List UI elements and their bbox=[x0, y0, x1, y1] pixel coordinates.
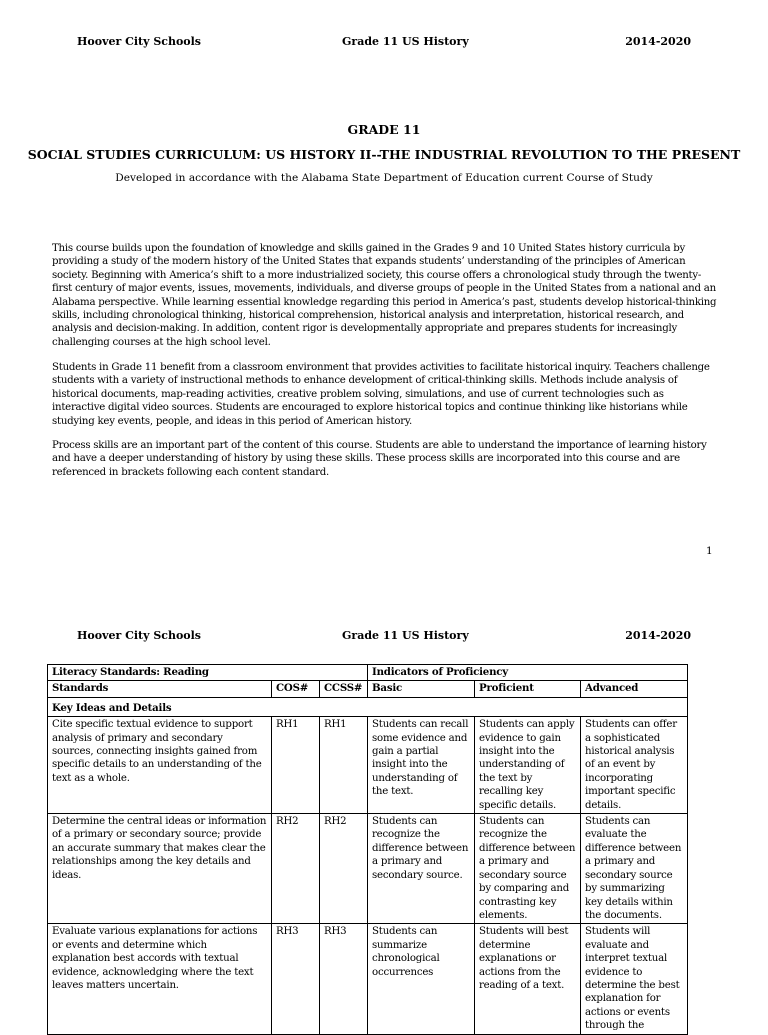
table-row bbox=[48, 814, 688, 924]
standards-table bbox=[47, 664, 688, 1035]
process-skills-paragraph: Process skills are an important part of the content of this course. Students are able to understand the importance of learning history and have a deeper understanding of history by using these skills. These process skills are incorporated into this course and are referenced in brackets following each content standard. bbox=[52, 440, 707, 478]
column-header-cos: COS# bbox=[272, 681, 320, 697]
group-header-proficiency: Indicators of Proficiency bbox=[368, 665, 688, 681]
table-section-row bbox=[48, 697, 688, 716]
table-row bbox=[48, 924, 688, 1034]
cos-cell: RH3 bbox=[272, 924, 320, 1034]
page-header bbox=[77, 35, 691, 49]
header-years: 2014-2020 bbox=[625, 35, 691, 48]
cos-cell: RH1 bbox=[272, 717, 320, 814]
ccss-cell: RH2 bbox=[320, 814, 368, 924]
cos-cell: RH2 bbox=[272, 814, 320, 924]
document-source-note: Developed in accordance with the Alabama State Department of Education current Course of Study bbox=[115, 172, 653, 184]
header-district: Hoover City Schools bbox=[77, 629, 202, 642]
proficient-cell: Students will best determine explanations or actions from the reading of a text. bbox=[475, 924, 581, 1034]
column-header-standards: Standards bbox=[48, 681, 272, 697]
page-header bbox=[77, 629, 691, 643]
column-header-advanced: Advanced bbox=[581, 681, 688, 697]
proficient-cell: Students can recognize the difference between a primary and secondary source by comparing and contrasting key elements. bbox=[475, 814, 581, 924]
basic-cell: Students can summarize chronological occurrences bbox=[368, 924, 475, 1034]
ccss-cell: RH3 bbox=[320, 924, 368, 1034]
header-course: Grade 11 US History bbox=[342, 629, 469, 642]
column-header-proficient: Proficient bbox=[475, 681, 581, 697]
document-title: GRADE 11 bbox=[347, 122, 421, 137]
column-header-basic: Basic bbox=[368, 681, 475, 697]
advanced-cell: Students will evaluate and interpret textual evidence to determine the best explanation for actions or events through the bbox=[581, 924, 688, 1034]
table-column-header-row bbox=[48, 681, 688, 697]
header-years: 2014-2020 bbox=[625, 629, 691, 642]
standard-cell: Determine the central ideas or information of a primary or secondary source; provide an accurate summary that makes clear the relationships among the key details and ideas. bbox=[48, 814, 272, 924]
table-group-header-row bbox=[48, 665, 688, 681]
column-header-ccss: CCSS# bbox=[320, 681, 368, 697]
group-header-literacy: Literacy Standards: Reading bbox=[48, 665, 368, 681]
section-key-ideas: Key Ideas and Details bbox=[48, 697, 688, 716]
document-subtitle-heading: SOCIAL STUDIES CURRICULUM: US HISTORY II--THE INDUSTRIAL REVOLUTION TO THE PRESENT bbox=[27, 147, 741, 162]
header-course: Grade 11 US History bbox=[342, 35, 469, 48]
ccss-cell: RH1 bbox=[320, 717, 368, 814]
intro-paragraph: This course builds upon the foundation of knowledge and skills gained in the Grades 9 and 10 United States history curricula by providing a study of the modern history of the United States that expands students’ understanding of the principles of American society. Beginning with America’s shift to a more industrialized society, this course offers a chronological study through the twenty-first century of major events, issues, movements, individuals, and diverse groups of people in the United States from a national and an Alabama perspective. While learning essential knowledge regarding this period in America’s past, students develop historical-thinking skills, including chronological thinking, historical comprehension, historical analysis and interpretation, historical research, and analysis and decision-making. In addition, content rigor is developmentally appropriate and prepares students for increasingly challenging courses at the high school level. bbox=[52, 243, 717, 348]
standard-cell: Cite specific textual evidence to support analysis of primary and secondary sources, connecting insights gained from specific details to an understanding of the text as a whole. bbox=[48, 717, 272, 814]
header-district: Hoover City Schools bbox=[77, 35, 202, 48]
advanced-cell: Students can offer a sophisticated historical analysis of an event by incorporating important specific details. bbox=[581, 717, 688, 814]
basic-cell: Students can recognize the difference between a primary and secondary source. bbox=[368, 814, 475, 924]
standard-cell: Evaluate various explanations for actions or events and determine which explanation best accords with textual evidence, acknowledging where the text leaves matters uncertain. bbox=[48, 924, 272, 1034]
proficient-cell: Students can apply evidence to gain insight into the understanding of the text by recalling key specific details. bbox=[475, 717, 581, 814]
table-row bbox=[48, 717, 688, 814]
basic-cell: Students can recall some evidence and gain a partial insight into the understanding of the text. bbox=[368, 717, 475, 814]
advanced-cell: Students can evaluate the difference between a primary and secondary source by summarizing key details within the documents. bbox=[581, 814, 688, 924]
page-number: 1 bbox=[706, 545, 713, 557]
environment-paragraph: Students in Grade 11 benefit from a classroom environment that provides activities to facilitate historical inquiry. Teachers challenge students with a variety of instructional methods to enhance development of critical-thinking skills. Methods include analysis of historical documents, map-reading activities, creative problem solving, simulations, and use of current technologies such as interactive digital video sources. Students are encouraged to explore historical topics and continue thinking like historians while studying key events, people, and ideas in this period of American history. bbox=[52, 362, 710, 427]
